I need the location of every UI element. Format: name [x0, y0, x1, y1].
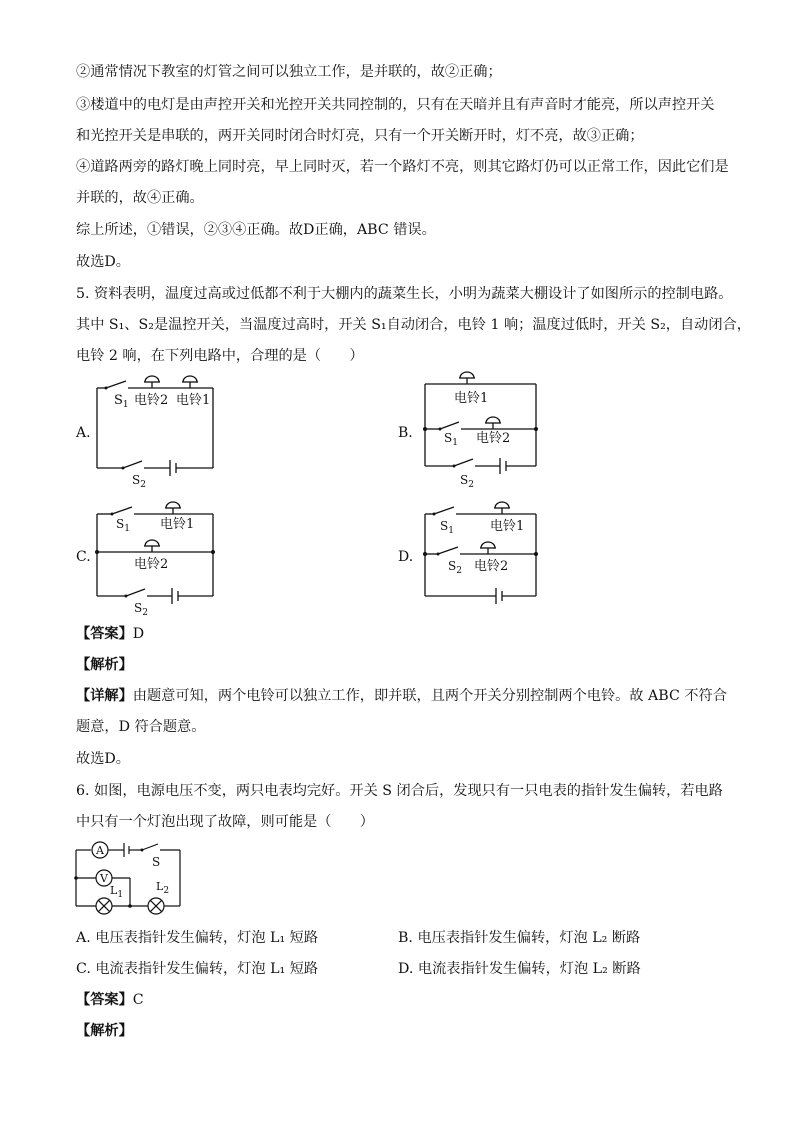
label-bell1: 电铃1 — [160, 517, 195, 532]
lamp2-label: $L_2$ — [156, 880, 170, 896]
voltmeter-label: V — [100, 872, 108, 885]
solution-choice: 故选D。 — [76, 254, 130, 270]
solution-line-3a: ③楼道中的电灯是由声控开关和光控开关共同控制的，只有在天暗并且有声音时才能亮，所以声控开关 — [76, 97, 715, 113]
q5-answer — [76, 624, 144, 644]
solution-line-3b: 和光控开关是串联的，两开关同时闭合时灯亮，只有一个开关断开时，灯不亮，故③正确； — [76, 128, 644, 144]
solution-line-4a: ④道路两旁的路灯晚上同时亮，早上同时灭，若一个路灯不亮，则其它路灯仍可以正常工作，因此它们是 — [76, 159, 729, 175]
label-bell1: 电铃1 — [176, 393, 211, 408]
q6-option-d: D. 电流表指针发生偏转，灯泡 L₂ 断路 — [398, 961, 641, 977]
q5-option-a-label: A. — [76, 425, 91, 441]
q5-circuit-b — [418, 372, 543, 490]
lamp1-label: $L_1$ — [110, 884, 124, 900]
q5-choice: 故选D。 — [76, 751, 130, 767]
q6-option-c: C. 电流表指针发生偏转，灯泡 L₁ 短路 — [76, 961, 319, 977]
solution-summary: 综上所述，①错误，②③④正确。故D正确，ABC 错误。 — [76, 222, 436, 238]
q5-option-b-label: B. — [398, 425, 413, 441]
q5-detail-line-1 — [76, 686, 727, 706]
label-bell1: 电铃1 — [454, 391, 489, 406]
q6-stem-line-1: 6. 如图，电源电压不变，两只电表均完好。开关 S 闭合后，发现只有一只电表的指针发生偏转，若电路 — [76, 783, 723, 799]
detail-tag: 【详解】 — [76, 688, 133, 704]
solution-line-4b: 并联的，故④正确。 — [76, 190, 204, 206]
label-bell2: 电铃2 — [476, 431, 511, 446]
label-s1: $S_1$ — [444, 431, 458, 448]
switch-label: S — [152, 855, 161, 869]
detail-text: 由题意可知，两个电铃可以独立工作，即并联，且两个开关分别控制两个电铃。故 ABC 不符合 — [132, 688, 727, 704]
q5-stem-line-3: 电铃 2 响，在下列电路中，合理的是（ ） — [76, 348, 364, 364]
ammeter-label: A — [96, 844, 104, 857]
label-s2: $S_2$ — [132, 473, 146, 490]
label-s1: $S_1$ — [114, 393, 129, 410]
label-bell1: 电铃1 — [490, 519, 525, 534]
label-bell2: 电铃2 — [134, 557, 169, 572]
solution-line-2: ②通常情况下教室的灯管之间可以独立工作，是并联的，故②正确； — [76, 64, 502, 80]
label-s2: $S_2$ — [448, 559, 462, 576]
q5-stem-line-2: 其中 S₁、S₂是温控开关，当温度过高时，开关 S₁自动闭合，电铃 1 响；温度过低时，开关 S₂，自动闭合， — [76, 317, 751, 333]
label-bell2: 电铃2 — [134, 393, 169, 408]
answer-value: C — [132, 992, 144, 1008]
q5-analysis-tag: 【解析】 — [76, 657, 133, 673]
answer-tag: 【答案】 — [76, 992, 133, 1008]
q5-circuit-c — [90, 500, 220, 618]
q5-detail-line-2: 题意，D 符合题意。 — [76, 719, 206, 735]
q5-option-c-label: C. — [76, 549, 91, 565]
q6-analysis-tag: 【解析】 — [76, 1023, 133, 1039]
answer-tag: 【答案】 — [76, 626, 133, 642]
label-s2: $S_2$ — [134, 601, 148, 618]
q6-circuit — [72, 836, 187, 920]
q5-circuit-a — [90, 372, 220, 490]
q6-option-a: A. 电压表指针发生偏转，灯泡 L₁ 短路 — [76, 930, 319, 946]
q5-option-d-label: D. — [398, 549, 414, 565]
q6-option-b: B. 电压表指针发生偏转，灯泡 L₂ 断路 — [398, 930, 641, 946]
label-s2: $S_2$ — [460, 473, 474, 490]
q5-circuit-d — [418, 500, 543, 608]
label-s1: $S_1$ — [440, 519, 454, 536]
label-s1: $S_1$ — [116, 517, 130, 534]
q6-answer — [76, 990, 144, 1010]
label-bell2: 电铃2 — [474, 559, 509, 574]
q5-stem-line-1: 5. 资料表明，温度过高或过低都不利于大棚内的蔬菜生长，小明为蔬菜大棚设计了如图所示的控制电路。 — [76, 286, 733, 302]
q6-stem-line-2: 中只有一个灯泡出现了故障，则可能是（ ） — [76, 814, 374, 830]
answer-value: D — [132, 626, 145, 642]
